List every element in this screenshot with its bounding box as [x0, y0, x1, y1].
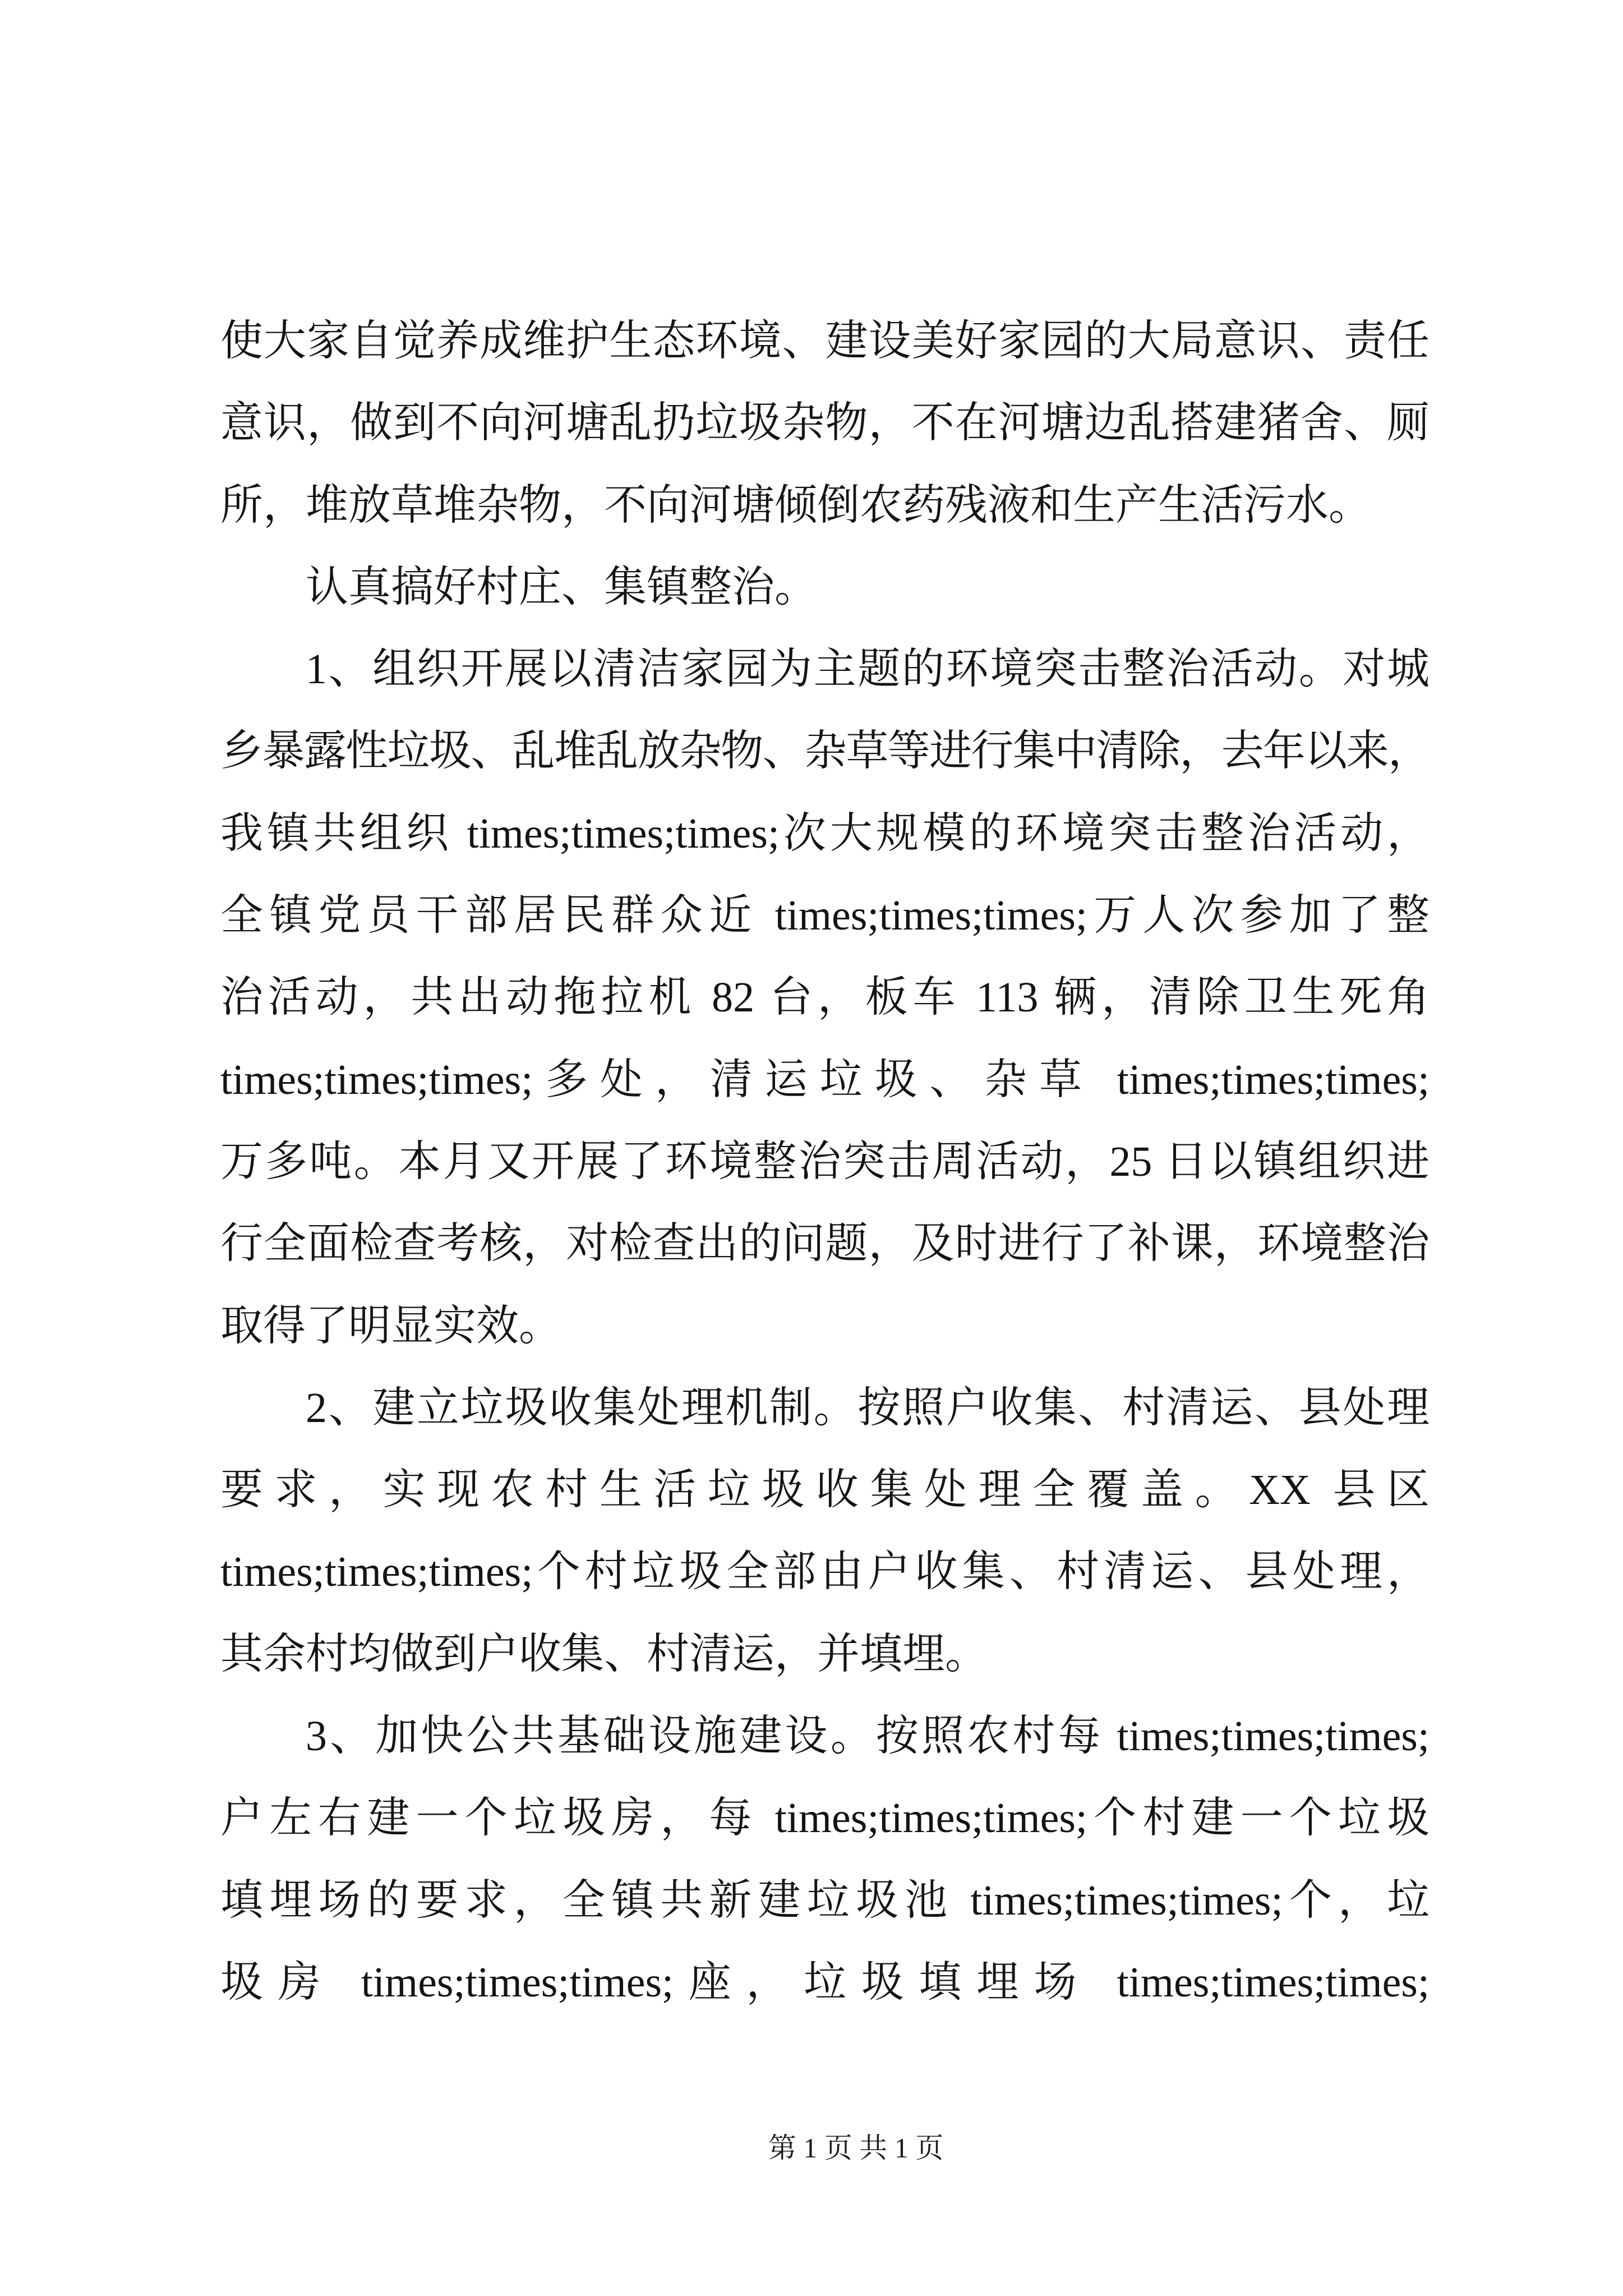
- text-line: times;times;times;多处，清运垃圾、杂草 times;times;times;: [220, 1056, 1430, 1103]
- text-line: 要求，实现农村生活垃圾收集处理全覆盖。XX 县区: [220, 1466, 1430, 1514]
- text-line: 乡暴露性垃圾、乱堆乱放杂物、杂草等进行集中清除，去年以来，: [220, 728, 1430, 775]
- page-footer: 第 1 页 共 1 页: [768, 2132, 944, 2164]
- text-line: 治活动，共出动拖拉机 82 台，板车 113 辆，清除卫生死角: [220, 974, 1430, 1022]
- paragraph: [220, 300, 1430, 546]
- text-line: 行全面检查考核，对检查出的问题，及时进行了补课，环境整治: [220, 1220, 1430, 1268]
- paragraph: [220, 1367, 1430, 1695]
- text-line: 使大家自觉养成维护生态环境、建设美好家园的大局意识、责任: [220, 318, 1430, 365]
- paragraph: [220, 628, 1430, 1367]
- text-line: 我镇共组织 times;times;times;次大规模的环境突击整治活动，: [220, 809, 1430, 857]
- paragraph: [220, 546, 1430, 628]
- text-line: 取得了明显实效。: [220, 1302, 561, 1350]
- text-line: 户左右建一个垃圾房，每 times;times;times;个村建一个垃圾: [220, 1795, 1430, 1842]
- text-line: 意识，做到不向河塘乱扔垃圾杂物，不在河塘边乱搭建猪舍、厕: [220, 399, 1430, 447]
- text-line: 认真搞好村庄、集镇整治。: [306, 563, 817, 611]
- text-line: 其余村均做到户收集、村清运，并填埋。: [220, 1630, 988, 1678]
- text-line: 万多吨。本月又开展了环境整治突击周活动，25 日以镇组织进: [220, 1138, 1430, 1185]
- text-line: times;times;times;个村垃圾全部由户收集、村清运、县处理，: [220, 1548, 1430, 1596]
- paragraph: [220, 1695, 1430, 2023]
- text-line: 1、组织开展以清洁家园为主题的环境突击整治活动。对城: [306, 646, 1430, 693]
- text-line: 3、加快公共基础设施建设。按照农村每 times;times;times;: [306, 1713, 1430, 1760]
- text-line: 全镇党员干部居民群众近 times;times;times;万人次参加了整: [220, 892, 1430, 940]
- text-line: 所，堆放草堆杂物，不向河塘倾倒农药残液和生产生活污水。: [220, 481, 1371, 529]
- text-line: 2、建立垃圾收集处理机制。按照户收集、村清运、县处理: [306, 1384, 1430, 1432]
- text-line: 圾房 times;times;times;座，垃圾填埋场 times;times;times;: [220, 1958, 1430, 2006]
- document-body: [220, 300, 1430, 2023]
- text-line: 填埋场的要求，全镇共新建垃圾池 times;times;times;个，垃: [220, 1876, 1430, 1924]
